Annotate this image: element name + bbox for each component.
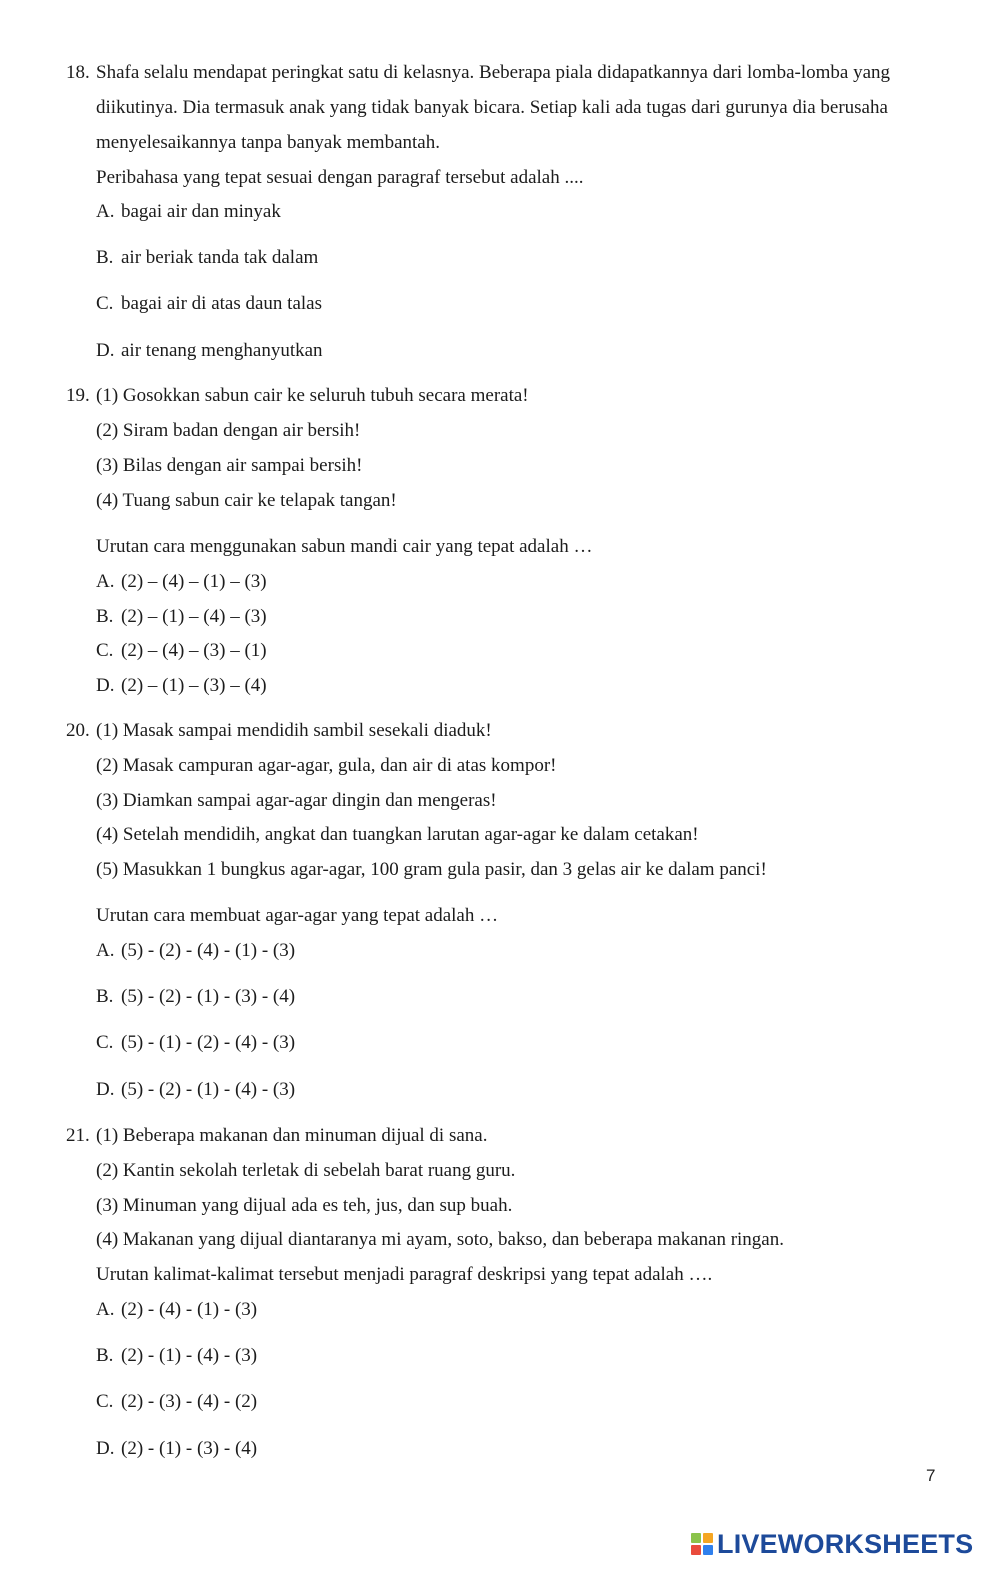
option-text: (2) – (4) – (1) – (3) xyxy=(121,571,267,592)
answer-option-d[interactable] xyxy=(96,1079,295,1101)
liveworksheets-logo-icon xyxy=(690,1532,714,1556)
question-number: 18. xyxy=(66,62,90,83)
answer-option-b[interactable] xyxy=(96,1345,257,1367)
option-letter: A. xyxy=(96,201,115,222)
question-text: (3) Diamkan sampai agar-agar dingin dan mengeras! xyxy=(96,790,497,811)
option-letter: C. xyxy=(96,1032,114,1053)
option-letter: C. xyxy=(96,1391,114,1412)
answer-option-a[interactable] xyxy=(96,571,267,593)
question-text: (3) Bilas dengan air sampai bersih! xyxy=(96,455,363,476)
option-text: bagai air di atas daun talas xyxy=(121,293,323,314)
question-text: (1) Beberapa makanan dan minuman dijual di sana. xyxy=(96,1125,488,1146)
option-text: (5) - (1) - (2) - (4) - (3) xyxy=(121,1032,296,1053)
option-text: (2) - (3) - (4) - (2) xyxy=(121,1391,258,1412)
answer-option-a[interactable] xyxy=(96,1299,257,1321)
question-text: menyelesaikannya tanpa banyak membantah. xyxy=(96,132,440,153)
answer-option-d[interactable] xyxy=(96,340,323,362)
answer-option-b[interactable] xyxy=(96,247,318,269)
question-text: (4) Setelah mendidih, angkat dan tuangkan larutan agar-agar ke dalam cetakan! xyxy=(96,824,699,845)
question-prompt: Urutan cara membuat agar-agar yang tepat adalah … xyxy=(96,905,499,926)
option-letter: B. xyxy=(96,606,114,627)
option-text: (2) - (4) - (1) - (3) xyxy=(121,1299,258,1320)
question-text: (2) Siram badan dengan air bersih! xyxy=(96,420,361,441)
option-letter: A. xyxy=(96,571,115,592)
answer-option-c[interactable] xyxy=(96,1032,295,1054)
answer-option-d[interactable] xyxy=(96,675,267,697)
page-number: 7 xyxy=(926,1466,936,1485)
option-text: (2) – (1) – (4) – (3) xyxy=(121,606,267,627)
option-text: (2) – (4) – (3) – (1) xyxy=(121,640,267,661)
question-number: 19. xyxy=(66,385,90,406)
question-prompt: Urutan cara menggunakan sabun mandi cair yang tepat adalah … xyxy=(96,536,593,557)
question-prompt: Peribahasa yang tepat sesuai dengan paragraf tersebut adalah .... xyxy=(96,167,584,188)
option-text: (5) - (2) - (1) - (3) - (4) xyxy=(121,986,296,1007)
liveworksheets-logo[interactable] xyxy=(690,1530,973,1558)
question-text: Shafa selalu mendapat peringkat satu di kelasnya. Beberapa piala didapatkannya dari lomba-lomba yang xyxy=(96,62,891,83)
option-text: air tenang menghanyutkan xyxy=(121,340,323,361)
answer-option-a[interactable] xyxy=(96,201,281,223)
option-letter: D. xyxy=(96,1079,115,1100)
option-letter: D. xyxy=(96,340,115,361)
answer-option-d[interactable] xyxy=(96,1438,257,1460)
question-text: (4) Makanan yang dijual diantaranya mi ayam, soto, bakso, dan beberapa makanan ringan. xyxy=(96,1229,784,1250)
option-letter: B. xyxy=(96,986,114,1007)
option-text: (2) - (1) - (4) - (3) xyxy=(121,1345,258,1366)
answer-option-c[interactable] xyxy=(96,293,322,315)
option-letter: A. xyxy=(96,1299,115,1320)
logo-square-icon xyxy=(703,1545,713,1555)
option-letter: D. xyxy=(96,675,115,696)
option-letter: B. xyxy=(96,247,114,268)
option-text: bagai air dan minyak xyxy=(121,201,281,222)
logo-square-icon xyxy=(691,1533,701,1543)
option-letter: C. xyxy=(96,640,114,661)
option-letter: A. xyxy=(96,940,115,961)
question-text: (4) Tuang sabun cair ke telapak tangan! xyxy=(96,490,397,511)
option-letter: B. xyxy=(96,1345,114,1366)
logo-square-icon xyxy=(691,1545,701,1555)
answer-option-a[interactable] xyxy=(96,940,295,962)
question-text: (1) Masak sampai mendidih sambil sesekali diaduk! xyxy=(96,720,492,741)
question-text: (1) Gosokkan sabun cair ke seluruh tubuh secara merata! xyxy=(96,385,529,406)
question-prompt: Urutan kalimat-kalimat tersebut menjadi paragraf deskripsi yang tepat adalah …. xyxy=(96,1264,713,1285)
answer-option-b[interactable] xyxy=(96,606,267,628)
option-letter: D. xyxy=(96,1438,115,1459)
option-text: (2) – (1) – (3) – (4) xyxy=(121,675,267,696)
answer-option-c[interactable] xyxy=(96,1391,257,1413)
question-text: diikutinya. Dia termasuk anak yang tidak banyak bicara. Setiap kali ada tugas dari gurunya dia berusaha xyxy=(96,97,888,118)
option-text: (5) - (2) - (4) - (1) - (3) xyxy=(121,940,296,961)
question-text: (2) Masak campuran agar-agar, gula, dan air di atas kompor! xyxy=(96,755,557,776)
question-number: 21. xyxy=(66,1125,90,1146)
question-number: 20. xyxy=(66,720,90,741)
question-text: (3) Minuman yang dijual ada es teh, jus, dan sup buah. xyxy=(96,1195,513,1216)
logo-square-icon xyxy=(703,1533,713,1543)
option-text: (5) - (2) - (1) - (4) - (3) xyxy=(121,1079,296,1100)
question-text: (5) Masukkan 1 bungkus agar-agar, 100 gram gula pasir, dan 3 gelas air ke dalam panci! xyxy=(96,859,767,880)
answer-option-c[interactable] xyxy=(96,640,267,662)
brand-name: LIVEWORKSHEETS xyxy=(717,1529,974,1559)
option-letter: C. xyxy=(96,293,114,314)
question-text: (2) Kantin sekolah terletak di sebelah barat ruang guru. xyxy=(96,1160,516,1181)
option-text: (2) - (1) - (3) - (4) xyxy=(121,1438,258,1459)
answer-option-b[interactable] xyxy=(96,986,295,1008)
option-text: air beriak tanda tak dalam xyxy=(121,247,319,268)
